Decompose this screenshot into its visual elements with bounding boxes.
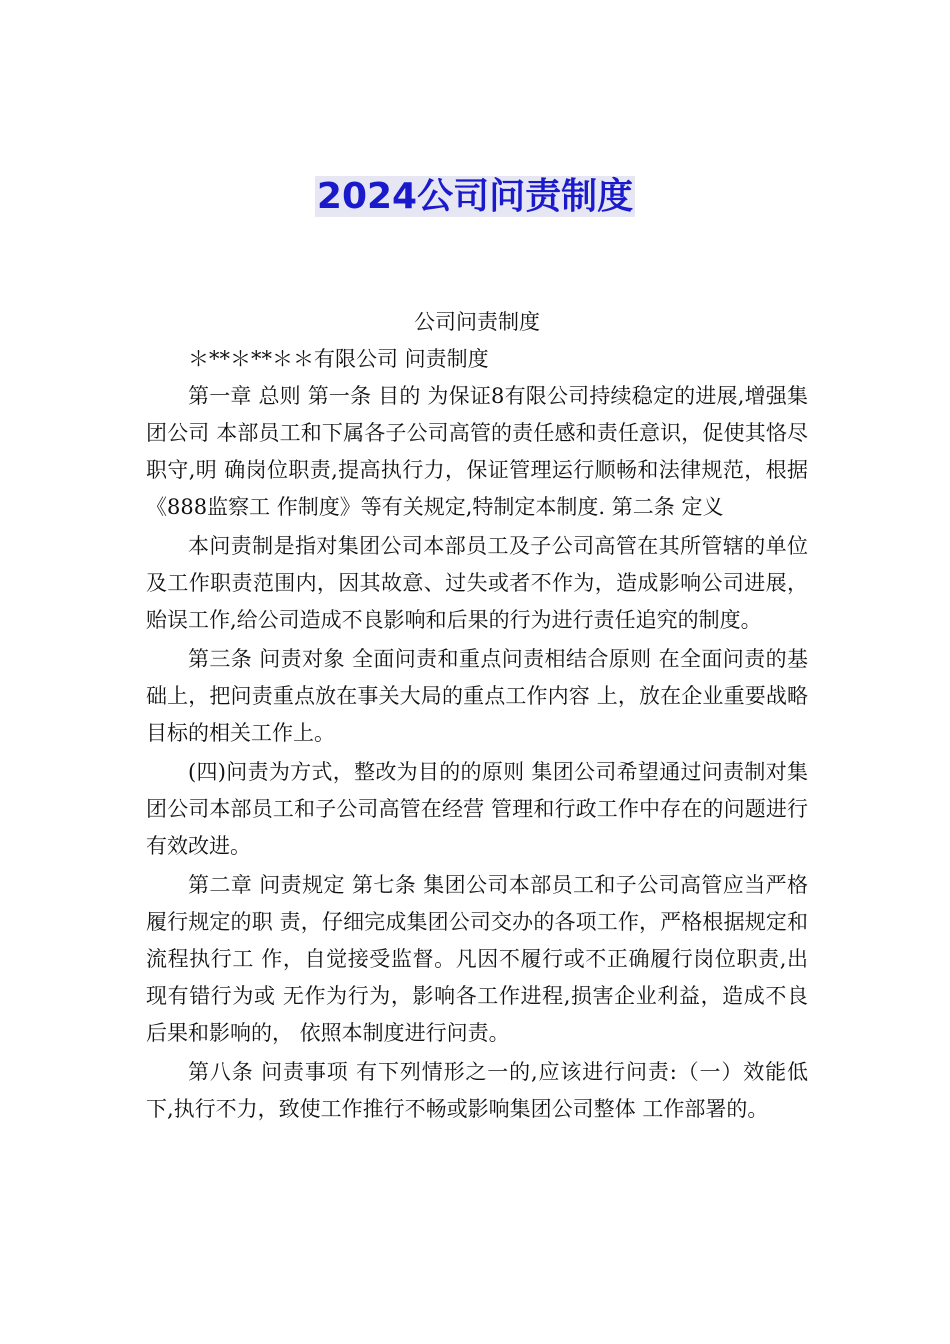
paragraph-chapter-two: 第二章 问责规定 第七条 集团公司本部员工和子公司高管应当严格履行规定的职 责，仔细完成集团公司交办的各项工作，严格根据规定和流程执行工 作，自觉接受监督。凡因不履行或不正确履行岗位职责,出现有错行为或 无作为行为，影响各工作进程,损害企业利益，造成不良后果和影响的， 依照本制度进行问责。 (146, 873, 808, 1045)
document-title-text: 2024公司问责制度 (316, 176, 634, 217)
paragraph-chapter-one: 第一章 总则 第一条 目的 为保证8有限公司持续稳定的进展,增强集团公司 本部员工和下属各子公司高管的责任感和责任意识，促使其恪尽职守,明 确岗位职责,提高执行力，保证管理运行顺畅和法律规范，根据《888监察工 作制度》等有关规定,特制定本制度. 第二条 定义 (146, 384, 808, 519)
document-title (0, 172, 950, 222)
paragraph-article-eight: 第八条 问责事项 有下列情形之一的,应该进行问责:（一）效能低下,执行不力，致使工作推行不畅或影响集团公司整体 工作部署的。 (146, 1060, 808, 1121)
document-subtitle: 公司问责制度 (414, 310, 540, 334)
document-body (146, 304, 808, 1128)
paragraph-principle-four: (四)问责为方式，整改为目的的原则 集团公司希望通过问责制对集团公司本部员工和子公司高管在经营 管理和行政工作中存在的问题进行有效改进。 (146, 760, 808, 858)
paragraph-definition: 本问责制是指对集团公司本部员工及子公司高管在其所管辖的单位 及工作职责范围内，因其故意、过失或者不作为，造成影响公司进展， 贻误工作,给公司造成不良影响和后果的行为进行责任追究的制度。 (146, 534, 808, 632)
paragraph-company-name: ＊**＊**＊＊有限公司 问责制度 (188, 347, 489, 371)
paragraph-article-three: 第三条 问责对象 全面问责和重点问责相结合原则 在全面问责的基础上，把问责重点放在事关大局的重点工作内容 上，放在企业重要战略目标的相关工作上。 (146, 647, 808, 745)
